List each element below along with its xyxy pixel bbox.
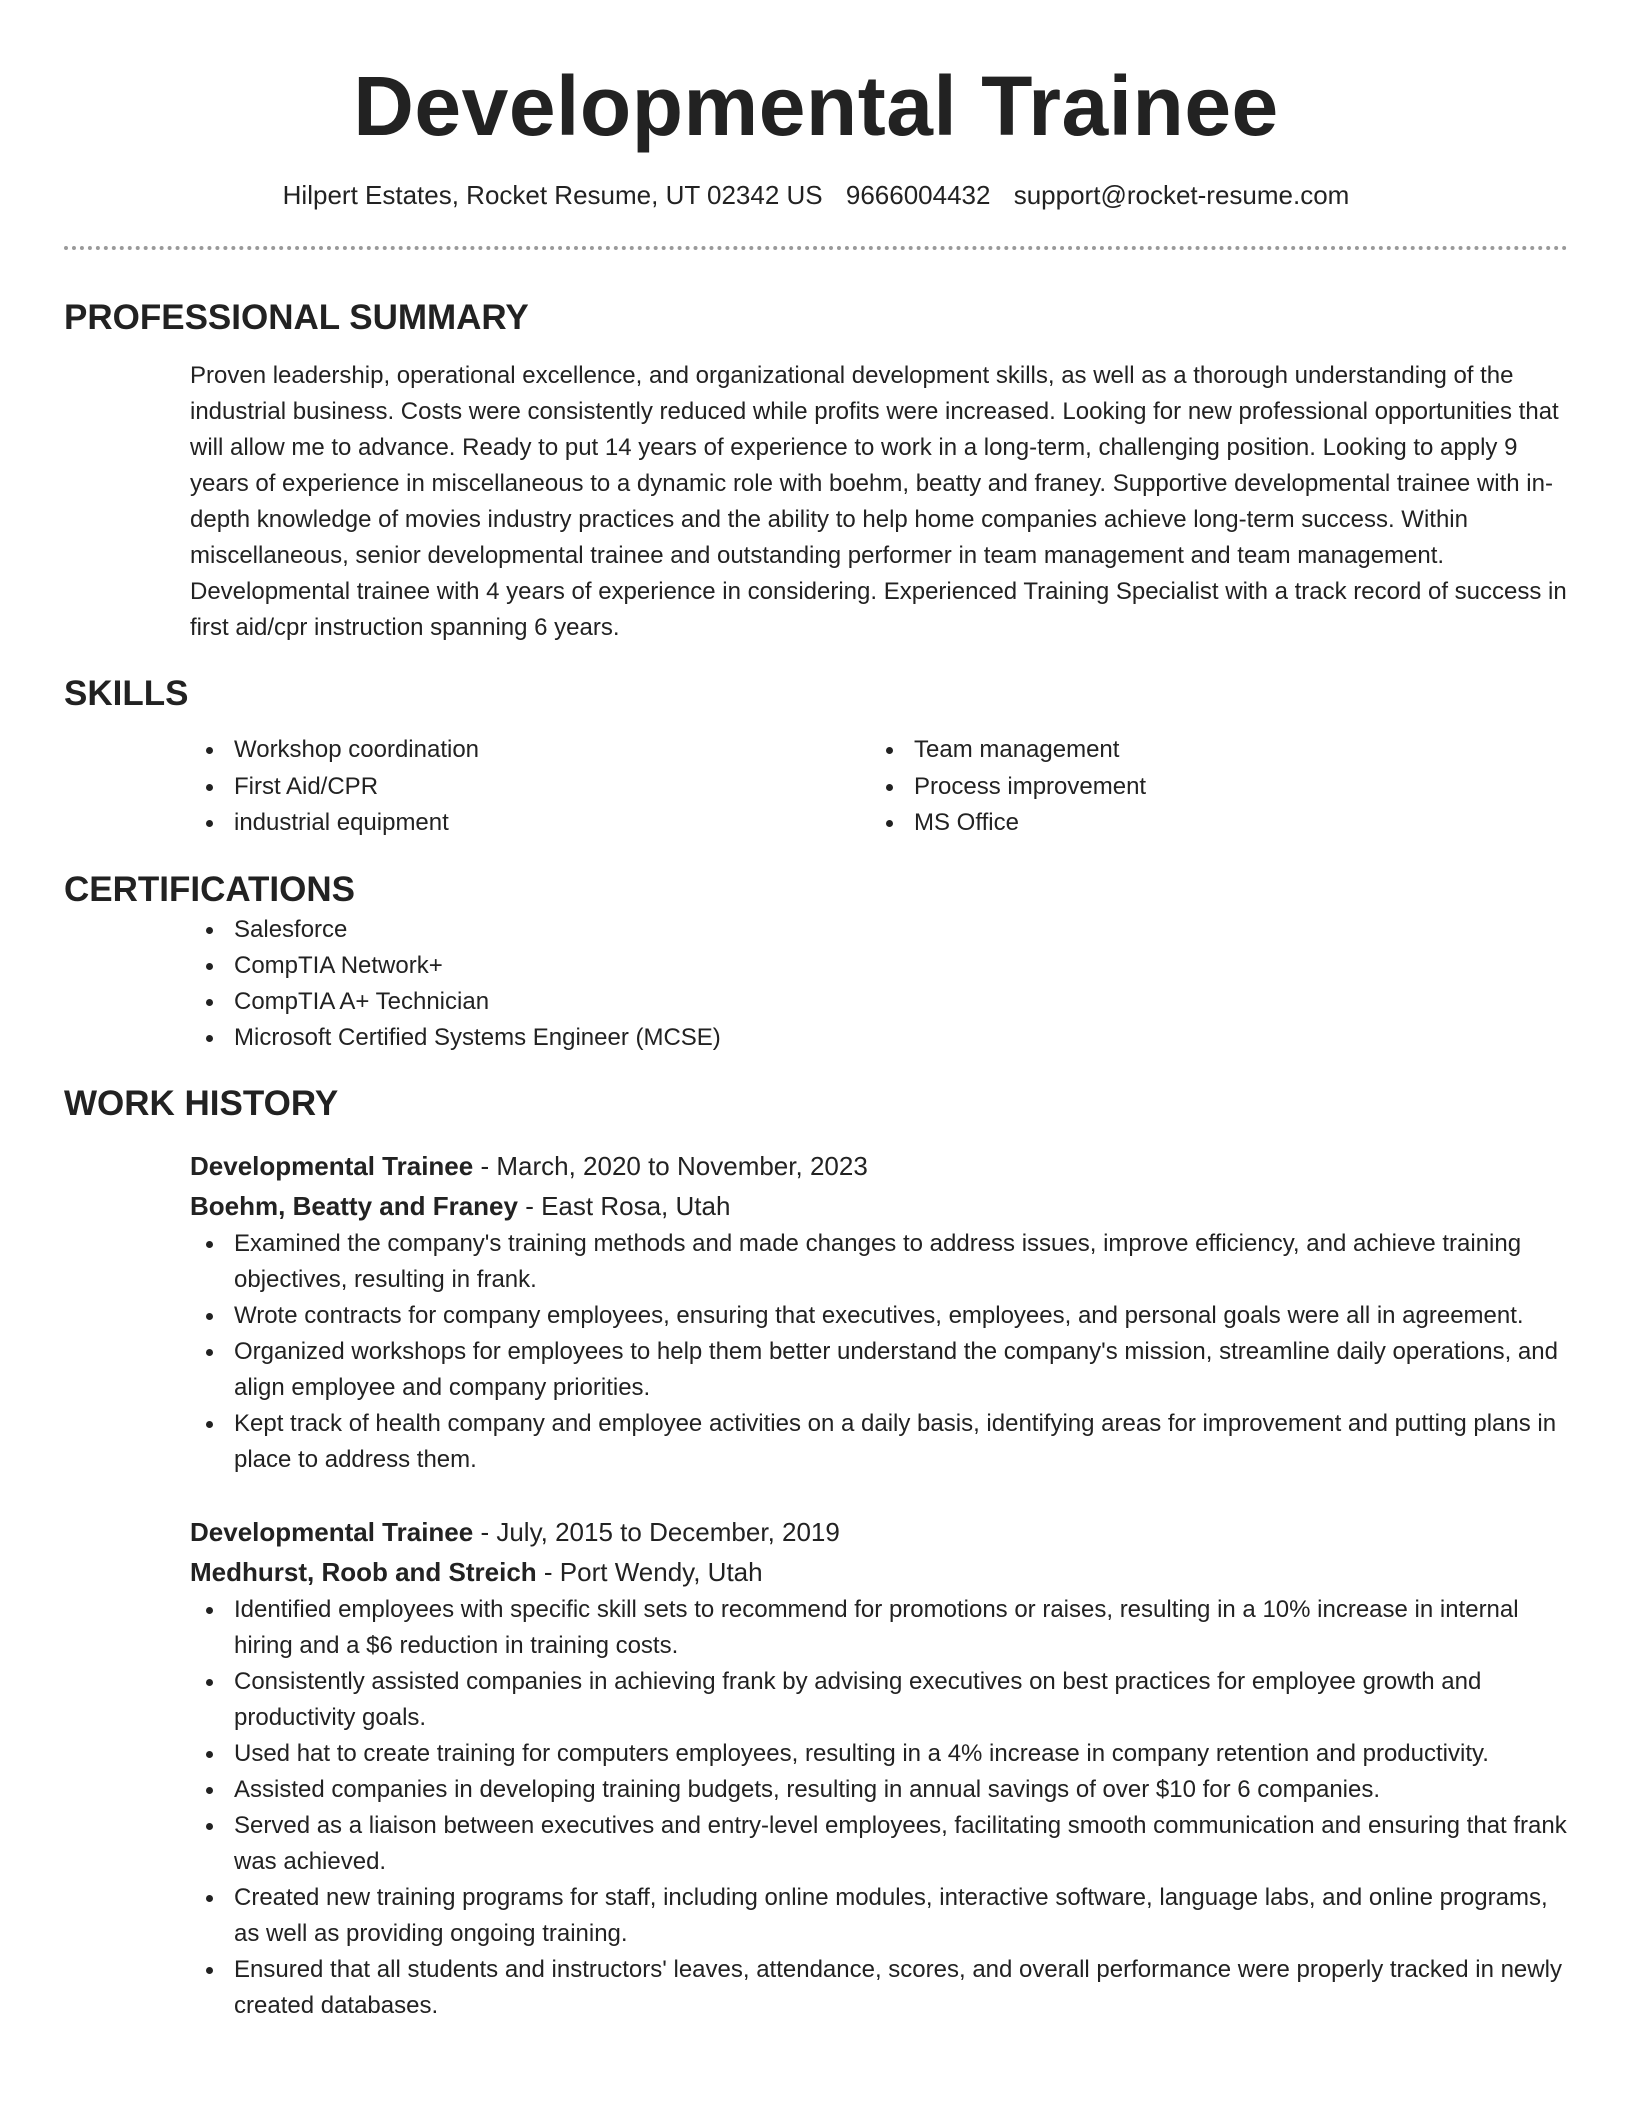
job-bullet: Examined the company's training methods and made changes to address issues, improve efficiency, and achieve training objectives, resulting in frank. [190,1226,1568,1298]
job-bullet: Ensured that all students and instructors' leaves, attendance, scores, and overall performance were properly tracked in newly created databases. [190,1952,1568,2024]
job-bullet: Consistently assisted companies in achieving frank by advising executives on best practices for employee growth and productivity goals. [190,1664,1568,1736]
job-location: - Port Wendy, Utah [536,1556,763,1587]
work-history-section [64,1146,1568,2024]
header-divider [64,246,1568,250]
job-dates: - July, 2015 to December, 2019 [473,1516,840,1547]
contact-address: Hilpert Estates, Rocket Resume, UT 02342 US [282,180,823,210]
job-company: Boehm, Beatty and Franey [190,1190,518,1221]
job-company: Medhurst, Roob and Streich [190,1556,537,1587]
skill-item: MS Office [870,805,1550,842]
job-company-line [190,1552,1568,1592]
job-title-line [190,1146,1568,1186]
skills-list-left [190,732,870,842]
job-entry [190,1146,1568,1478]
summary-text: Proven leadership, operational excellence, and organizational development skills, as well as a thorough understanding of the industrial business. Costs were consistently reduced while profits were increased. Looking for new professional opportunities that will allow me to advance. Ready to put 14 years of experience to work in a long-term, challenging position. Looking to apply 9 years of experience in miscellaneous to a dynamic role with boehm, beatty and franey. Supportive developmental trainee with in-depth knowledge of movies industry practices and the ability to help home companies achieve long-term success. Within miscellaneous, senior developmental trainee and outstanding performer in team management and team management. Developmental trainee with 4 years of experience in considering. Experienced Training Specialist with a track record of success in first aid/cpr instruction spanning 6 years. [190,362,1567,641]
candidate-name: Developmental Trainee [353,59,1279,153]
job-entry [190,1512,1568,2024]
job-company-line [190,1186,1568,1226]
job-role: Developmental Trainee [190,1516,474,1547]
summary-heading: PROFESSIONAL SUMMARY [64,298,529,337]
certification-item: Microsoft Certified Systems Engineer (MCSE) [190,1020,1568,1056]
skill-item: Process improvement [870,769,1550,806]
certification-item: Salesforce [190,912,1568,948]
skill-item: Team management [870,732,1550,769]
job-bullet: Assisted companies in developing training budgets, resulting in annual savings of over $10 for 6 companies. [190,1772,1568,1808]
job-dates: - March, 2020 to November, 2023 [473,1150,868,1181]
certification-item: CompTIA A+ Technician [190,984,1568,1020]
certifications-section [64,912,1568,1056]
job-bullet: Kept track of health company and employee activities on a daily basis, identifying areas for improvement and putting plans in place to address them. [190,1406,1568,1478]
job-bullet: Created new training programs for staff, including online modules, interactive software, language labs, and online programs, as well as providing ongoing training. [190,1880,1568,1952]
certifications-heading: CERTIFICATIONS [64,869,356,909]
job-bullets [190,1592,1568,2024]
job-title-line [190,1512,1568,1552]
skills-column-right [870,732,1550,842]
certifications-list [190,912,1568,1056]
job-bullet: Used hat to create training for computers employees, resulting in a 4% increase in company retention and productivity. [190,1736,1568,1772]
job-bullets [190,1226,1568,1478]
skill-item: industrial equipment [190,805,870,842]
skills-list-right [870,732,1550,842]
skill-item: First Aid/CPR [190,769,870,806]
job-bullet: Identified employees with specific skill sets to recommend for promotions or raises, resulting in a 10% increase in internal hiring and a $6 reduction in training costs. [190,1592,1568,1664]
skill-item: Workshop coordination [190,732,870,769]
skills-section [64,732,1568,842]
contact-phone: 9666004432 [845,180,991,210]
skills-column-left [190,732,870,842]
skills-heading: SKILLS [64,674,189,713]
job-bullet: Wrote contracts for company employees, ensuring that executives, employees, and personal goals were all in agreement. [190,1298,1568,1334]
summary-section [64,358,1568,646]
work-history-heading: WORK HISTORY [64,1083,339,1123]
contact-line [64,178,1568,212]
certification-item: CompTIA Network+ [190,948,1568,984]
job-bullet: Served as a liaison between executives and entry-level employees, facilitating smooth communication and ensuring that frank was achieved. [190,1808,1568,1880]
job-location: - East Rosa, Utah [517,1190,731,1221]
skills-grid [190,732,1568,842]
contact-email: support@rocket-resume.com [1013,180,1350,210]
job-role: Developmental Trainee [190,1150,474,1181]
job-bullet: Organized workshops for employees to help them better understand the company's mission, streamline daily operations, and align employee and company priorities. [190,1334,1568,1406]
